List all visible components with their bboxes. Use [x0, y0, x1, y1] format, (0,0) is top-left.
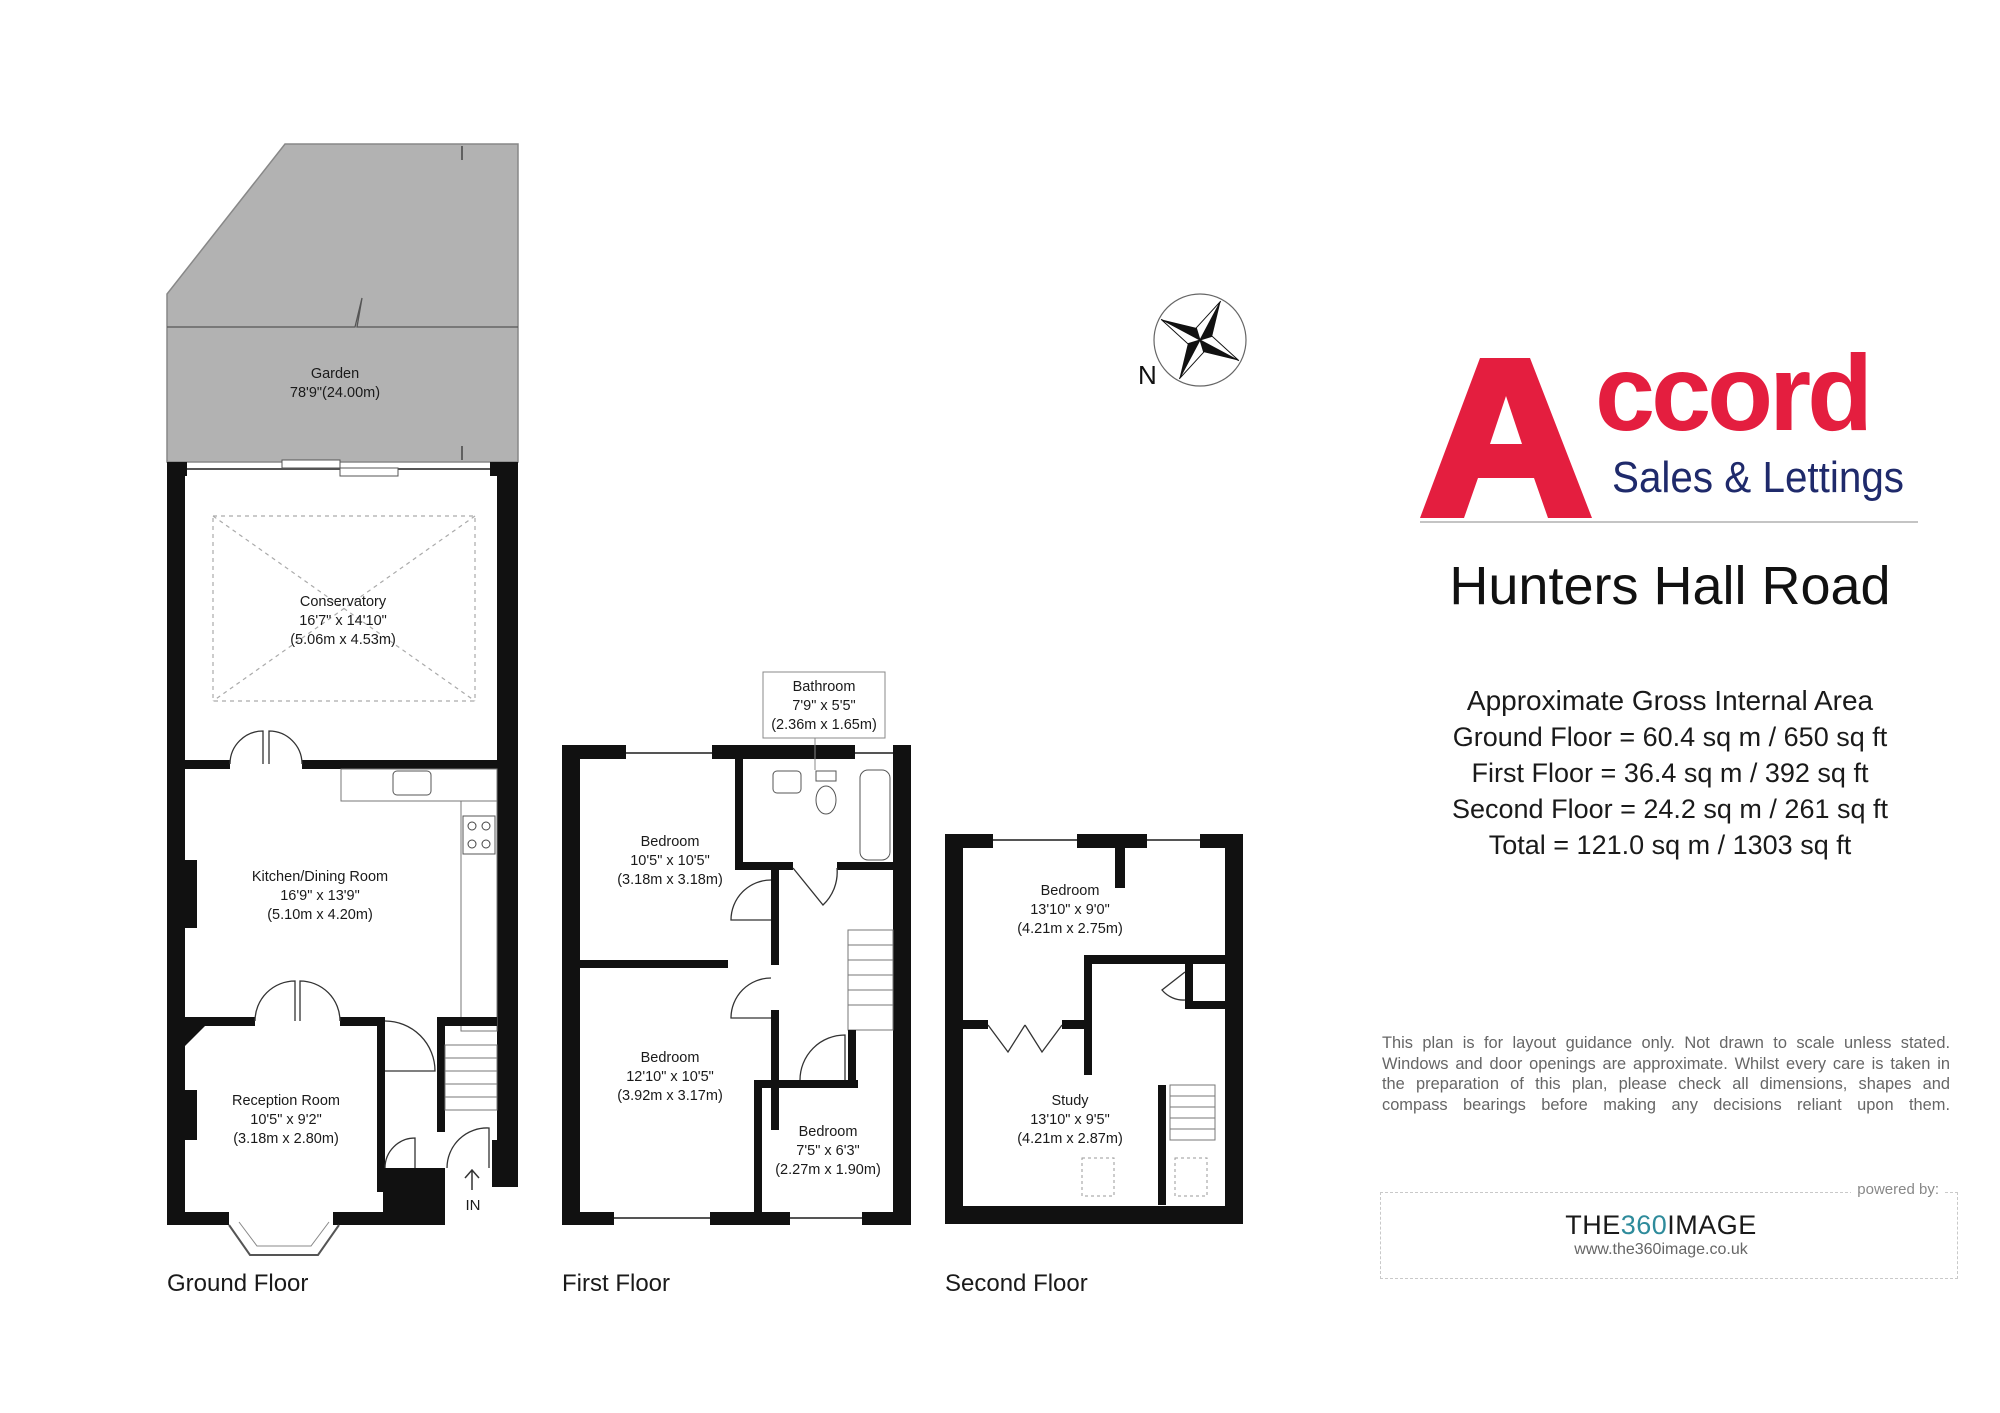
divider-conservatory-kitchen-r: [302, 760, 497, 769]
ground-wall-bottom-right: [492, 1140, 518, 1187]
garden-name: Garden: [310, 366, 360, 382]
first-wall-bottom-right: [862, 1212, 911, 1225]
conservatory-french-doors: [230, 731, 302, 764]
first-floor-label: First Floor: [562, 1270, 670, 1297]
second-wall-right: [1225, 834, 1243, 1224]
first-wall-top-mid: [712, 745, 855, 759]
reception-french-doors: [255, 981, 340, 1021]
bay-window: [229, 1225, 339, 1255]
first-bedroom1-dim-metric: (3.18m x 3.18m): [617, 872, 723, 888]
ground-wall-right: [497, 462, 518, 1187]
compass-rose-icon: [1154, 294, 1246, 386]
second-stairs: [1170, 1085, 1215, 1140]
compass-north-label: N: [1138, 360, 1157, 390]
bathroom-name: Bathroom: [792, 679, 856, 695]
area-ground: Ground Floor = 60.4 sq m / 650 sq ft: [1452, 722, 1888, 752]
second-bedroom-name: Bedroom: [1040, 883, 1100, 899]
second-bedroom-dim-metric: (4.21m x 2.75m): [1017, 921, 1123, 937]
hall-wall-top: [437, 1017, 497, 1026]
accord-logo: [1420, 350, 1920, 525]
second-stairs-post: [1158, 1085, 1166, 1205]
conservatory-dim-imperial: 16'7" x 14'10": [299, 613, 387, 629]
ground-floor-plan: [167, 144, 518, 1255]
patio-door-frame-2: [340, 468, 398, 476]
powered-by-box: [1380, 1181, 1958, 1279]
ground-wall-bottom-left: [167, 1212, 229, 1225]
bath-tub: [860, 770, 890, 860]
ground-wall-bottom-mid: [333, 1212, 383, 1225]
ground-floor-label: Ground Floor: [167, 1270, 309, 1297]
first-wall-bottom-left: [562, 1212, 614, 1225]
second-wall-notch: [1115, 848, 1125, 888]
bathroom-dim-imperial: 7'9" x 5'5": [792, 698, 856, 714]
second-floor-label: Second Floor: [945, 1270, 1088, 1297]
reception-dim-metric: (3.18m x 2.80m): [233, 1131, 339, 1147]
reception-wall-notch: [185, 1026, 205, 1046]
second-wall-stair-top: [1084, 955, 1225, 964]
property-address: Hunters Hall Road: [1449, 556, 1891, 616]
reception-dim-imperial: 10'5" x 9'2": [250, 1112, 322, 1128]
first-bedroom2-dim-imperial: 12'10" x 10'5": [626, 1069, 714, 1085]
first-bedroom3-dim-metric: (2.27m x 1.90m): [775, 1162, 881, 1178]
first-wall-top-right: [893, 745, 911, 759]
conservatory-name: Conservatory: [299, 594, 387, 610]
area-summary: [1420, 683, 1920, 863]
first-wall-bottom-mid: [710, 1212, 790, 1225]
ground-wall-top-right: [490, 462, 518, 476]
bedroom3-door: [800, 1035, 845, 1080]
first-wall-bed2-right: [771, 1010, 779, 1130]
ground-wall-left: [167, 462, 185, 1225]
hall-wall-left: [377, 1017, 385, 1192]
kitchen-dim-metric: (5.10m x 4.20m): [267, 907, 373, 923]
front-door: [447, 1128, 489, 1168]
first-wall-bed3-left: [754, 1080, 762, 1212]
first-wall-bed1-bottom: [580, 960, 728, 968]
ground-wall-top-left: [167, 462, 187, 476]
cupboard-door: [1162, 972, 1185, 1000]
first-bedroom3-name: Bedroom: [798, 1124, 858, 1140]
brand-suffix: IMAGE: [1667, 1210, 1757, 1240]
second-wall-bed-study-r: [1062, 1020, 1084, 1029]
hall-door: [385, 1021, 435, 1071]
area-second: Second Floor = 24.2 sq m / 261 sq ft: [1452, 794, 1888, 824]
kitchen-name: Kitchen/Dining Room: [251, 869, 389, 885]
logo-tagline: Sales & Lettings: [1612, 453, 1904, 502]
bathroom-dim-metric: (2.36m x 1.65m): [771, 717, 877, 733]
first-wall-bath-left: [735, 745, 743, 870]
hall-wall-right: [437, 1017, 445, 1132]
reception-chimney: [185, 1090, 197, 1140]
study-dim-metric: (4.21m x 2.87m): [1017, 1131, 1123, 1147]
first-bedroom2-name: Bedroom: [640, 1050, 700, 1066]
first-wall-bath-bottom: [743, 862, 793, 870]
kitchen-sink: [393, 771, 431, 795]
entrance-arrow: [465, 1170, 479, 1190]
first-bedroom1-dim-imperial: 10'5" x 10'5": [630, 853, 710, 869]
first-wall-bed1-right: [771, 868, 779, 965]
second-wall-left: [945, 834, 963, 1224]
area-title: Approximate Gross Internal Area: [1466, 685, 1874, 716]
first-bedroom1-name: Bedroom: [640, 834, 700, 850]
study-skylight-1: [1082, 1158, 1114, 1196]
garden-dim: 78'9"(24.00m): [289, 385, 381, 401]
the360image-brand: [1381, 1210, 1941, 1241]
second-wall-stair-left: [1084, 955, 1092, 1075]
study-skylight-2: [1175, 1158, 1207, 1196]
divider-conservatory-kitchen-l: [185, 760, 230, 769]
first-wall-bath-bottom-r: [837, 862, 893, 870]
divider-kitchen-reception-l: [185, 1017, 255, 1026]
disclaimer-text: This plan is for layout guidance only. Not drawn to scale unless stated. Windows and door openings are approximate. Whilst every care is taken in the preparation of this plan, please check all dimensions, shapes and compass bearings before making any decisions reliant upon them.: [1382, 1034, 1950, 1115]
ground-stairs: [445, 1045, 497, 1110]
second-wall-top-mid: [1077, 834, 1147, 848]
second-wall-bed-study-l: [963, 1020, 988, 1029]
first-bedroom3-dim-imperial: 7'5" x 6'3": [796, 1143, 860, 1159]
second-wall-top-left: [945, 834, 993, 848]
entrance-label: IN: [465, 1197, 481, 1214]
bedroom2-door: [731, 978, 771, 1018]
first-wall-left: [562, 745, 580, 1225]
area-total: Total = 121.0 sq m / 1303 sq ft: [1488, 830, 1852, 860]
study-french-doors: [988, 1025, 1062, 1052]
brand-accent: 360: [1620, 1210, 1668, 1240]
kitchen-hob: [463, 816, 495, 854]
ground-wall-bottom-entry: [383, 1168, 445, 1225]
area-first: First Floor = 36.4 sq m / 392 sq ft: [1471, 758, 1869, 788]
first-wall-top-left: [562, 745, 626, 759]
the360image-url[interactable]: www.the360image.co.uk: [1574, 1241, 1748, 1258]
bathroom-door: [793, 868, 837, 905]
second-wall-top-right: [1200, 834, 1243, 848]
garden-area: [167, 144, 518, 462]
brand-prefix: THE: [1565, 1210, 1621, 1240]
second-bedroom-dim-imperial: 13'10" x 9'0": [1030, 902, 1110, 918]
bath-basin: [773, 771, 801, 793]
logo-brand-text: ccord: [1595, 350, 1870, 453]
bedroom1-door: [731, 880, 771, 920]
first-wall-bed3-top: [754, 1080, 858, 1088]
bath-toilet: [816, 786, 836, 814]
first-bedroom2-dim-metric: (3.92m x 3.17m): [617, 1088, 723, 1104]
kitchen-dim-imperial: 16'9" x 13'9": [280, 888, 360, 904]
kitchen-chimney: [185, 860, 197, 928]
wc-door: [385, 1138, 415, 1168]
powered-by-label: powered by:: [1851, 1181, 1945, 1198]
patio-door-frame-1: [282, 460, 340, 468]
study-name: Study: [1051, 1093, 1089, 1109]
reception-name: Reception Room: [232, 1093, 340, 1109]
study-dim-imperial: 13'10" x 9'5": [1030, 1112, 1110, 1128]
first-wall-right: [893, 745, 911, 1225]
second-wall-bottom: [945, 1206, 1243, 1224]
conservatory-dim-metric: (5.06m x 4.53m): [290, 632, 396, 648]
